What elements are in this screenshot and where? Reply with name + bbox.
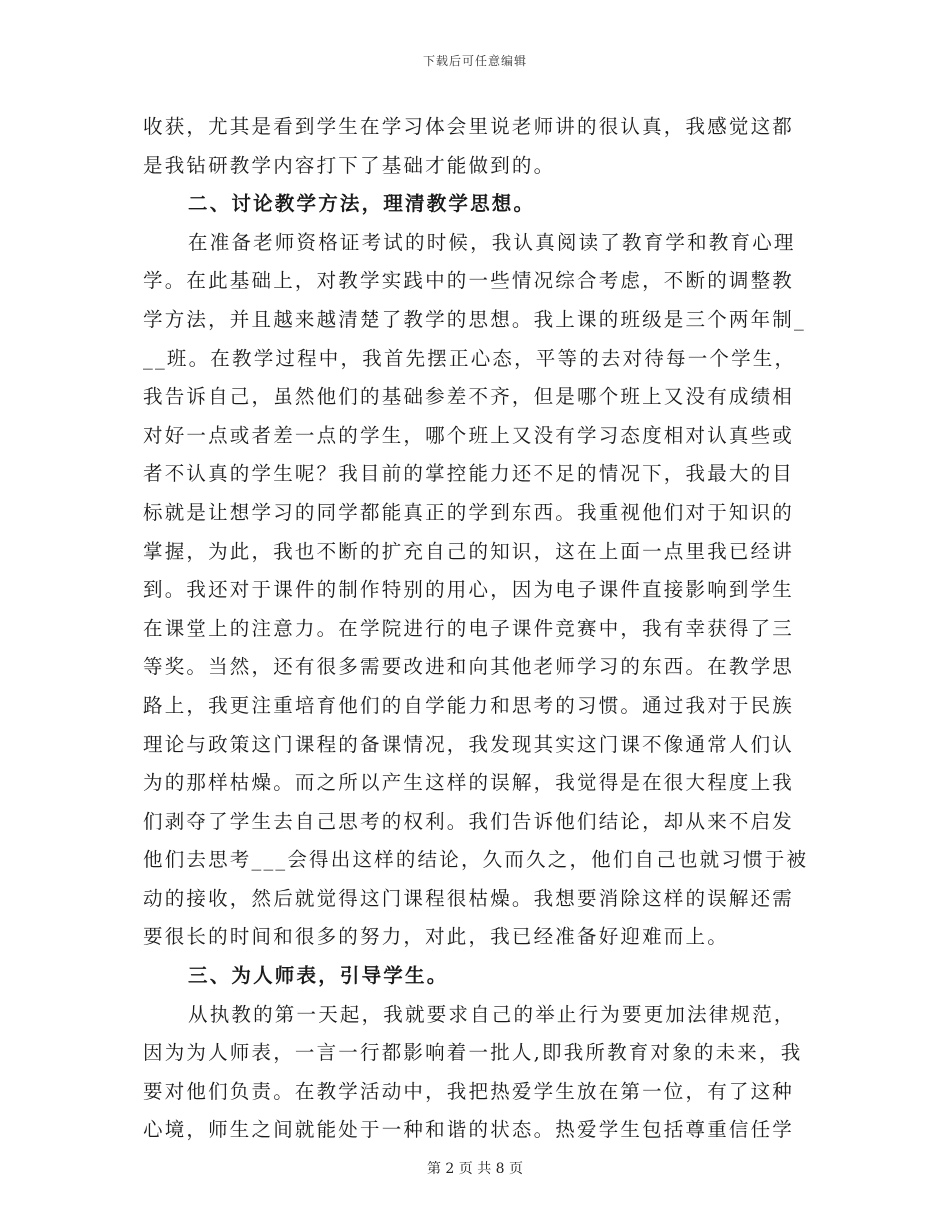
paragraph-line: 心境，师生之间就能处于一种和谐的状态。热爱学生包括尊重信任学 xyxy=(143,1118,795,1142)
section-heading: 二、讨论教学方法，理清教学思想。 xyxy=(188,192,536,216)
paragraph-line: 学。在此基础上，对教学实践中的一些情况综合考虑，不断的调整教 xyxy=(143,269,795,293)
document-body xyxy=(143,108,809,1150)
paragraph-line: 们剥夺了学生去自己思考的权利。我们告诉他们结论，却从来不启发 xyxy=(143,809,795,833)
paragraph-line: 到。我还对于课件的制作特别的用心，因为电子课件直接影响到学生 xyxy=(143,578,795,602)
page-number: 第 2 页 共 8 页 xyxy=(426,1161,524,1177)
paragraph-line: 路上，我更注重培育他们的自学能力和思考的习惯。通过我对于民族 xyxy=(143,693,795,717)
section-heading: 三、为人师表，引导学生。 xyxy=(188,964,449,988)
paragraph-line: 是我钻研教学内容打下了基础才能做到的。 xyxy=(143,153,556,177)
paragraph-line: 在准备老师资格证考试的时候，我认真阅读了教育学和教育心理 xyxy=(188,230,796,254)
paragraph-line: 收获，尤其是看到学生在学习体会里说老师讲的很认真，我感觉这都 xyxy=(143,115,795,138)
paragraph-line: 为的那样枯燥。而之所以产生这样的误解，我觉得是在很大程度上我 xyxy=(143,771,795,795)
paragraph-line: 等奖。当然，还有很多需要改进和向其他老师学习的东西。在教学思 xyxy=(143,655,795,679)
paragraph-line: 对好一点或者差一点的学生，哪个班上又没有学习态度相对认真些或 xyxy=(143,423,795,447)
paragraph-line: 标就是让想学习的同学都能真正的学到东西。我重视他们对于知识的 xyxy=(143,500,795,524)
paragraph-line: 要很长的时间和很多的努力，对此，我已经准备好迎难而上。 xyxy=(143,925,729,949)
paragraph-line: 因为为人师表，一言一行都影响着一批人,即我所教育对象的未来，我 xyxy=(143,1041,803,1065)
paragraph-line: 我告诉自己，虽然他们的基础参差不齐，但是哪个班上又没有成绩相 xyxy=(143,385,795,409)
paragraph-line: 者不认真的学生呢？我目前的掌控能力还不足的情况下，我最大的目 xyxy=(143,462,795,486)
page-header: 下载后可任意编辑 xyxy=(422,54,527,68)
paragraph-line: 在课堂上的注意力。在学院进行的电子课件竞赛中，我有幸获得了三 xyxy=(143,616,795,640)
paragraph-line: 动的接收，然后就觉得这门课程很枯燥。我想要消除这样的误解还需 xyxy=(143,886,795,910)
paragraph-line: 掌握，为此，我也不断的扩充自己的知识，这在上面一点里我已经讲 xyxy=(143,539,795,563)
paragraph-line: 要对他们负责。在教学活动中，我把热爱学生放在第一位，有了这种 xyxy=(143,1079,795,1103)
paragraph-line: __班。在教学过程中，我首先摆正心态，平等的去对待每一个学生， xyxy=(143,346,797,370)
paragraph-line: 学方法，并且越来越清楚了教学的思想。我上课的班级是三个两年制_ xyxy=(143,307,806,331)
paragraph-line: 从执教的第一天起，我就要求自己的举止行为要更加法律规范， xyxy=(188,1002,796,1026)
paragraph-line: 他们去思考___会得出这样的结论，久而久之，他们自己也就习惯于被 xyxy=(143,848,809,872)
paragraph-line: 理论与政策这门课程的备课情况，我发现其实这门课不像通常人们认 xyxy=(143,732,795,756)
